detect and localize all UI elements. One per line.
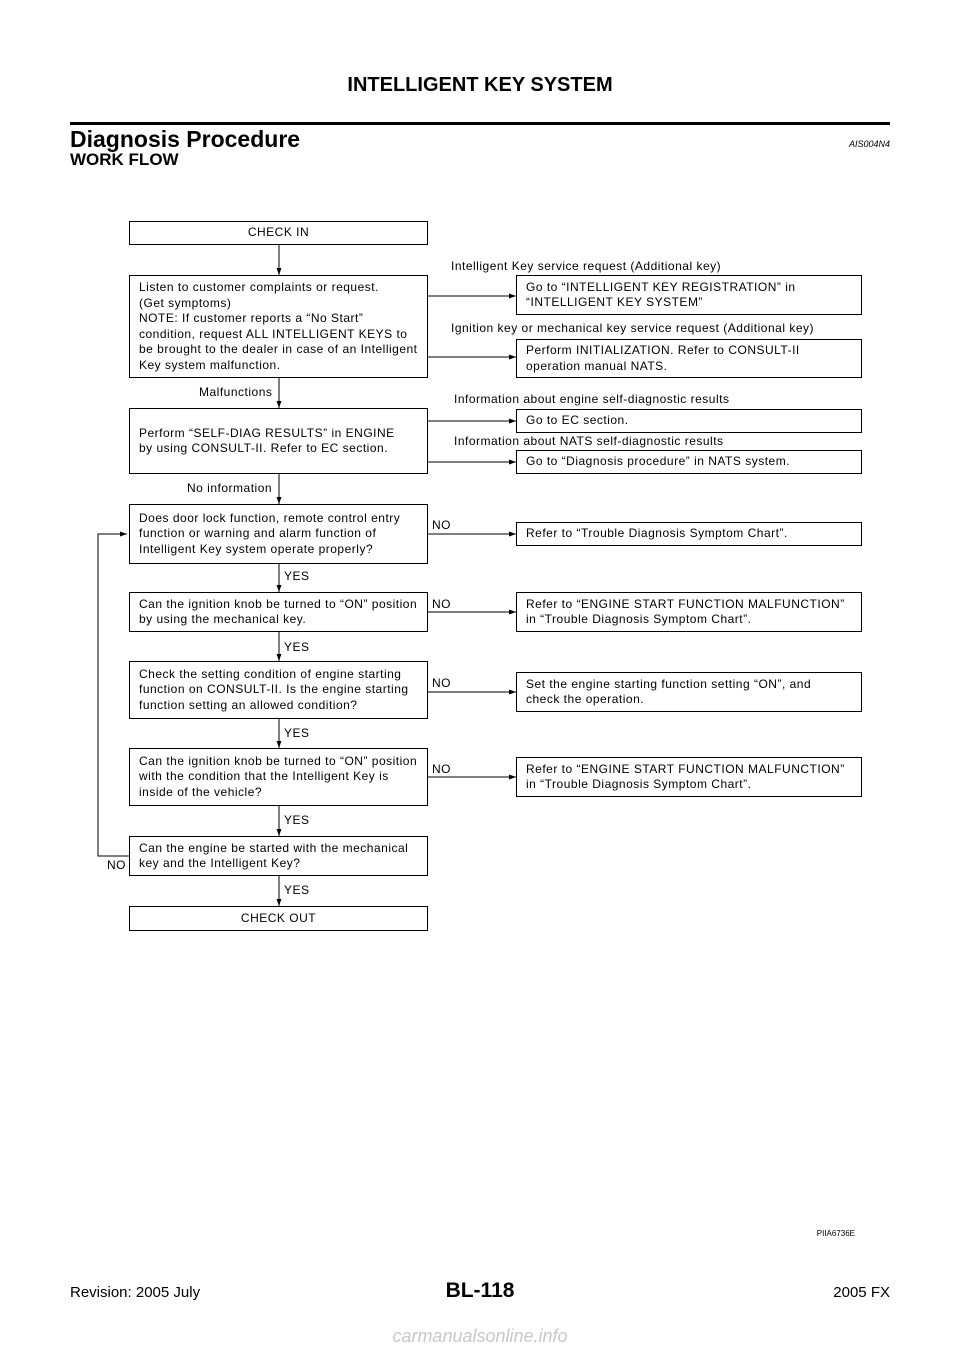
goto-ec-box: Go to EC section. (516, 409, 862, 433)
label-ignition-key-service: Ignition key or mechanical key service request (Additional key) (451, 321, 814, 335)
connector-no-loop (98, 534, 129, 856)
label-no-information: No information (187, 481, 273, 495)
self-diag-box: Perform “SELF-DIAG RESULTS” in ENGINE by using CONSULT-II. Refer to EC section. (129, 408, 428, 474)
listen-complaints-box: Listen to customer complaints or request. (Get symptoms) NOTE: If customer reports a “No Start” condition, request ALL INTELLIGENT KEYS to be brought to the dealer in case of an Intelligent Key system malfunction. (129, 275, 428, 378)
goto-registration-box: Go to “INTELLIGENT KEY REGISTRATION” in “INTELLIGENT KEY SYSTEM” (516, 275, 862, 315)
footer-model: 2005 FX (833, 1284, 890, 1301)
label-no-setting: NO (432, 676, 451, 690)
label-yes-setting: YES (284, 726, 310, 740)
label-intelligent-key-service: Intelligent Key service request (Additional key) (451, 259, 722, 273)
ignition-mechanical-key-box: Can the ignition knob be turned to “ON” position by using the mechanical key. (129, 592, 428, 632)
label-no-door-lock: NO (432, 518, 451, 532)
refer-trouble-chart-box: Refer to “Trouble Diagnosis Symptom Chart”. (516, 522, 862, 546)
figure-code: PIIA6736E (816, 1229, 855, 1238)
ignition-intelligent-key-box: Can the ignition knob be turned to “ON” position with the condition that the Intelligent Key is inside of the vehicle? (129, 748, 428, 806)
label-yes-ignition-ik: YES (284, 813, 310, 827)
watermark-text: carmanualsonline.info (392, 1326, 568, 1346)
label-no-ignition-mech: NO (432, 597, 451, 611)
label-no-engine-started: NO (107, 858, 126, 872)
label-yes-door-lock: YES (284, 569, 310, 583)
label-yes-ignition-mech: YES (284, 640, 310, 654)
check-out-box: CHECK OUT (129, 906, 428, 931)
goto-nats-box: Go to “Diagnosis procedure” in NATS system. (516, 450, 862, 474)
section-code: AIS004N4 (848, 139, 890, 149)
refer-engine-start-box-2: Refer to “ENGINE START FUNCTION MALFUNCTION” in “Trouble Diagnosis Symptom Chart”. (516, 757, 862, 797)
label-nats-self-diag-info: Information about NATS self-diagnostic results (454, 434, 724, 448)
perform-initialization-box: Perform INITIALIZATION. Refer to CONSULT-II operation manual NATS. (516, 339, 862, 378)
label-no-ignition-ik: NO (432, 762, 451, 776)
engine-started-question-box: Can the engine be started with the mechanical key and the Intelligent Key? (129, 836, 428, 876)
page-header-title: INTELLIGENT KEY SYSTEM (347, 74, 613, 96)
set-engine-function-box: Set the engine starting function setting “ON”, and check the operation. (516, 672, 862, 712)
section-title: Diagnosis Procedure (70, 126, 301, 152)
footer-revision: Revision: 2005 July (70, 1284, 201, 1301)
setting-condition-box: Check the setting condition of engine starting function on CONSULT-II. Is the engine starting function setting an allowed condition? (129, 661, 428, 719)
check-in-box: CHECK IN (129, 221, 428, 245)
refer-engine-start-box-1: Refer to “ENGINE START FUNCTION MALFUNCTION” in “Trouble Diagnosis Symptom Chart”. (516, 592, 862, 632)
label-malfunctions: Malfunctions (199, 385, 273, 399)
label-engine-self-diag-info: Information about engine self-diagnostic results (454, 392, 730, 406)
footer-page-number: BL-118 (445, 1279, 515, 1302)
door-lock-question-box: Does door lock function, remote control entry function or warning and alarm function of Intelligent Key system operate properly? (129, 504, 428, 564)
section-subtitle: WORK FLOW (70, 150, 179, 169)
label-yes-engine-started: YES (284, 883, 310, 897)
